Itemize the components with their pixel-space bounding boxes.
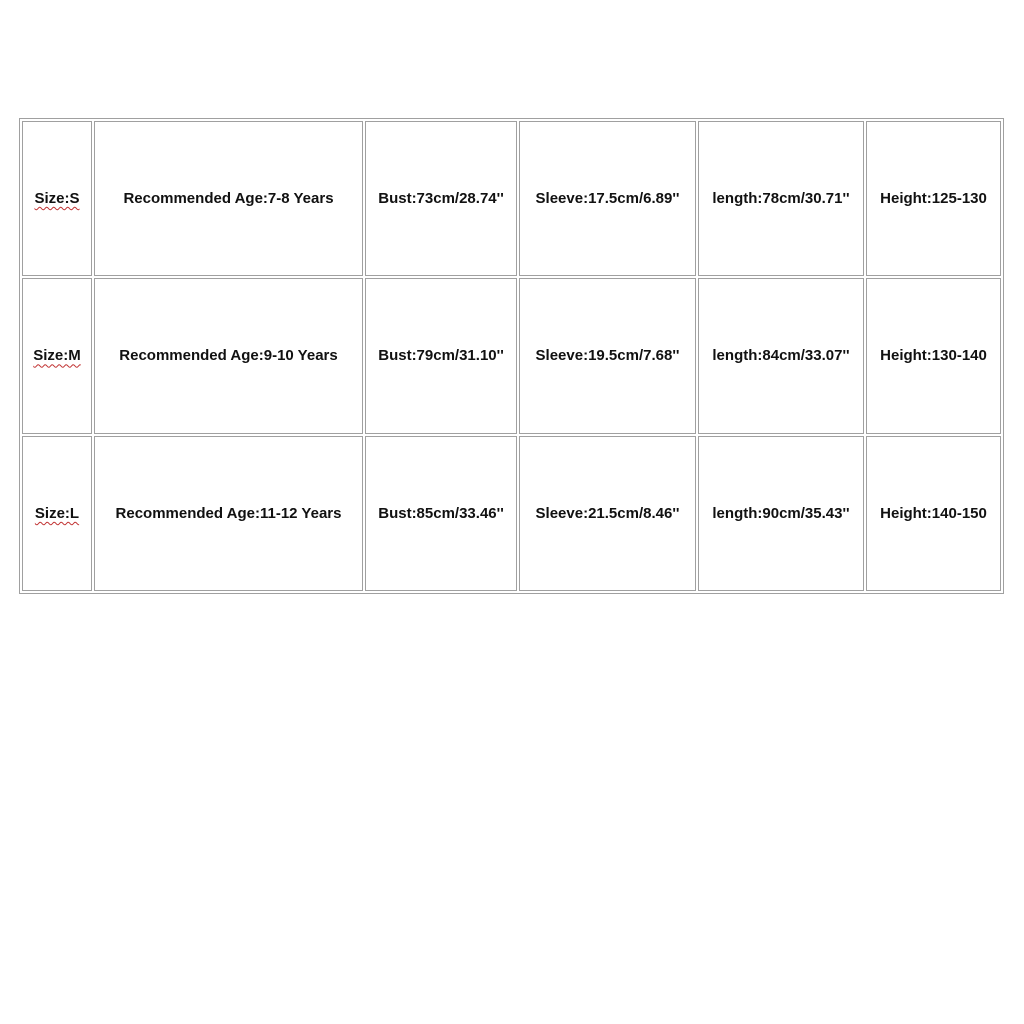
- length-cell: length:84cm/33.07'': [698, 278, 864, 433]
- bust-cell: Bust:85cm/33.46'': [365, 436, 517, 591]
- size-label: Size:M: [33, 347, 81, 365]
- age-cell: Recommended Age:9-10 Years: [94, 278, 363, 433]
- length-cell: length:90cm/35.43'': [698, 436, 864, 591]
- size-cell: [22, 278, 92, 433]
- size-label: Size:L: [34, 504, 80, 522]
- bust-cell: Bust:79cm/31.10'': [365, 278, 517, 433]
- sleeve-cell: Sleeve:19.5cm/7.68'': [519, 278, 696, 433]
- size-cell: [22, 121, 92, 276]
- bust-cell: Bust:73cm/28.74'': [365, 121, 517, 276]
- size-chart-table: [19, 118, 1004, 594]
- height-cell: Height:140-150: [866, 436, 1001, 591]
- age-cell: Recommended Age:11-12 Years: [94, 436, 363, 591]
- table-row: [22, 121, 1001, 276]
- length-cell: length:78cm/30.71'': [698, 121, 864, 276]
- age-cell: Recommended Age:7-8 Years: [94, 121, 363, 276]
- size-cell: [22, 436, 92, 591]
- table-row: [22, 278, 1001, 433]
- size-label: Size:S: [34, 190, 80, 208]
- height-cell: Height:130-140: [866, 278, 1001, 433]
- table-row: [22, 436, 1001, 591]
- sleeve-cell: Sleeve:17.5cm/6.89'': [519, 121, 696, 276]
- sleeve-cell: Sleeve:21.5cm/8.46'': [519, 436, 696, 591]
- height-cell: Height:125-130: [866, 121, 1001, 276]
